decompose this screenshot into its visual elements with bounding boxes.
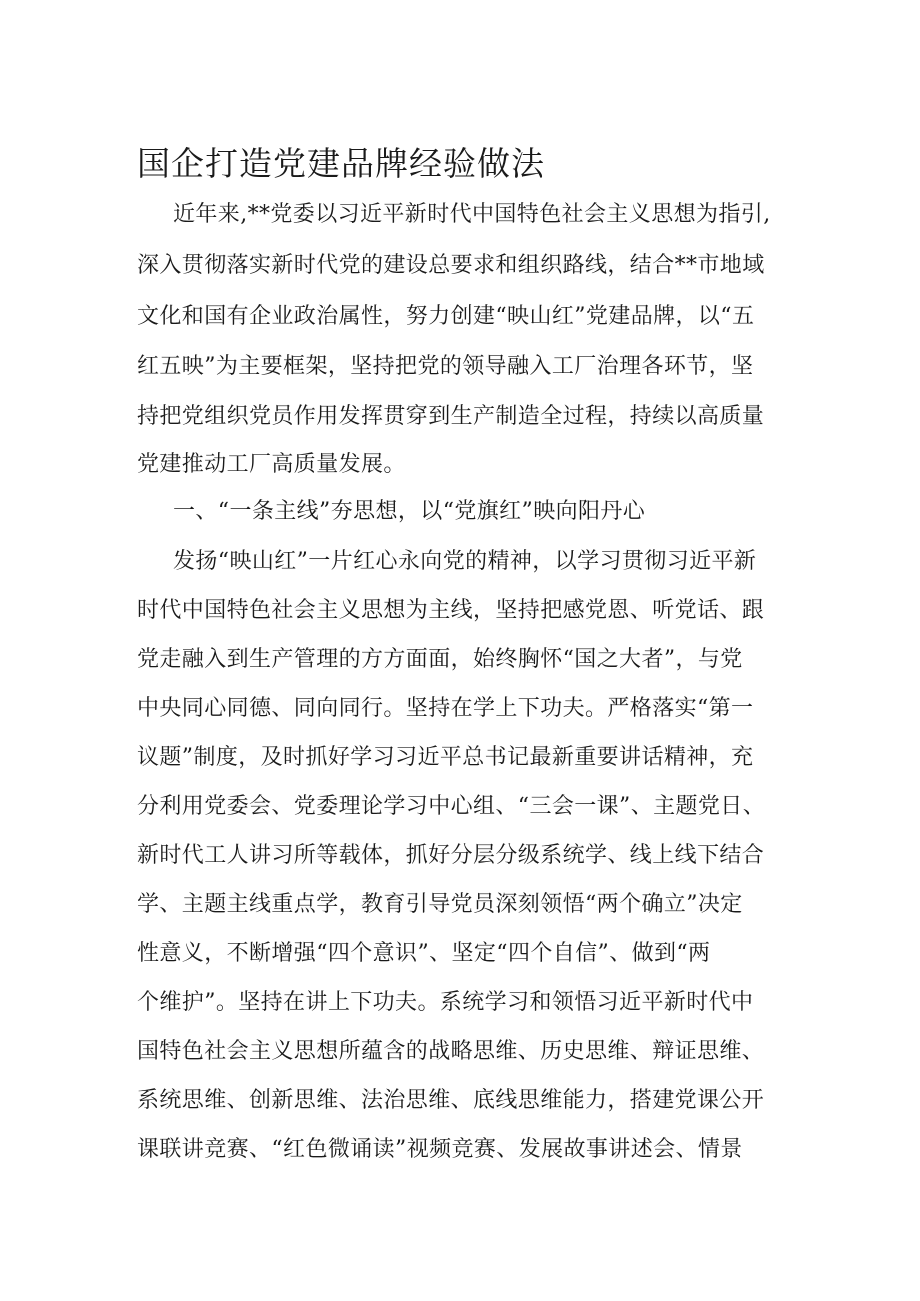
body-line: 近年来,**党委以习近平新时代中国特色社会主义思想为指引, bbox=[173, 202, 771, 227]
body-line: 中央同心同德、同向同行。坚持在学上下功夫。严格落实“第一 bbox=[137, 696, 754, 721]
document-title: 国企打造党建品牌经验做法 bbox=[137, 144, 545, 183]
body-line: 个维护”。坚持在讲上下功夫。系统学习和领悟习近平新时代中 bbox=[137, 990, 754, 1015]
body-line: 系统思维、创新思维、法治思维、底线思维能力，搭建党课公开 bbox=[137, 1088, 765, 1113]
body-line: 性意义，不断增强“四个意识”、坚定“四个自信”、做到“两 bbox=[137, 941, 711, 966]
body-line: 发扬“映山红”一片红心永向党的精神，以学习贯彻习近平新 bbox=[173, 549, 757, 574]
body-line: 国特色社会主义思想所蕴含的战略思维、历史思维、辩证思维、 bbox=[137, 1039, 765, 1064]
body-line: 学、主题主线重点学，教育引导党员深刻领悟“两个确立”决定 bbox=[137, 892, 743, 917]
body-line: 深入贯彻落实新时代党的建设总要求和组织路线，结合**市地域 bbox=[137, 253, 765, 278]
section-heading: 一、“一条主线”夯思想，以“党旗红”映向阳丹心 bbox=[173, 499, 646, 524]
body-line: 红五映”为主要框架，坚持把党的领导融入工厂治理各环节，坚 bbox=[137, 354, 754, 379]
body-line: 文化和国有企业政治属性，努力创建“映山红”党建品牌，以“五 bbox=[137, 304, 755, 329]
body-line: 新时代工人讲习所等载体，抓好分层分级系统学、线上线下结合 bbox=[137, 843, 765, 868]
body-line: 课联讲竞赛、“红色微诵读”视频竞赛、发展故事讲述会、情景 bbox=[137, 1137, 743, 1162]
body-line: 党建推动工厂高质量发展。 bbox=[137, 452, 406, 477]
body-line: 分利用党委会、党委理论学习中心组、“三会一课”、主题党日、 bbox=[137, 794, 766, 819]
body-line: 时代中国特色社会主义思想为主线，坚持把感党恩、听党话、跟 bbox=[137, 598, 765, 623]
body-line: 持把党组织党员作用发挥贯穿到生产制造全过程，持续以高质量 bbox=[137, 404, 765, 429]
body-line: 议题”制度，及时抓好学习习近平总书记最新重要讲话精神，充 bbox=[137, 745, 754, 770]
body-line: 党走融入到生产管理的方方面面，始终胸怀“国之大者”，与党 bbox=[137, 647, 743, 672]
